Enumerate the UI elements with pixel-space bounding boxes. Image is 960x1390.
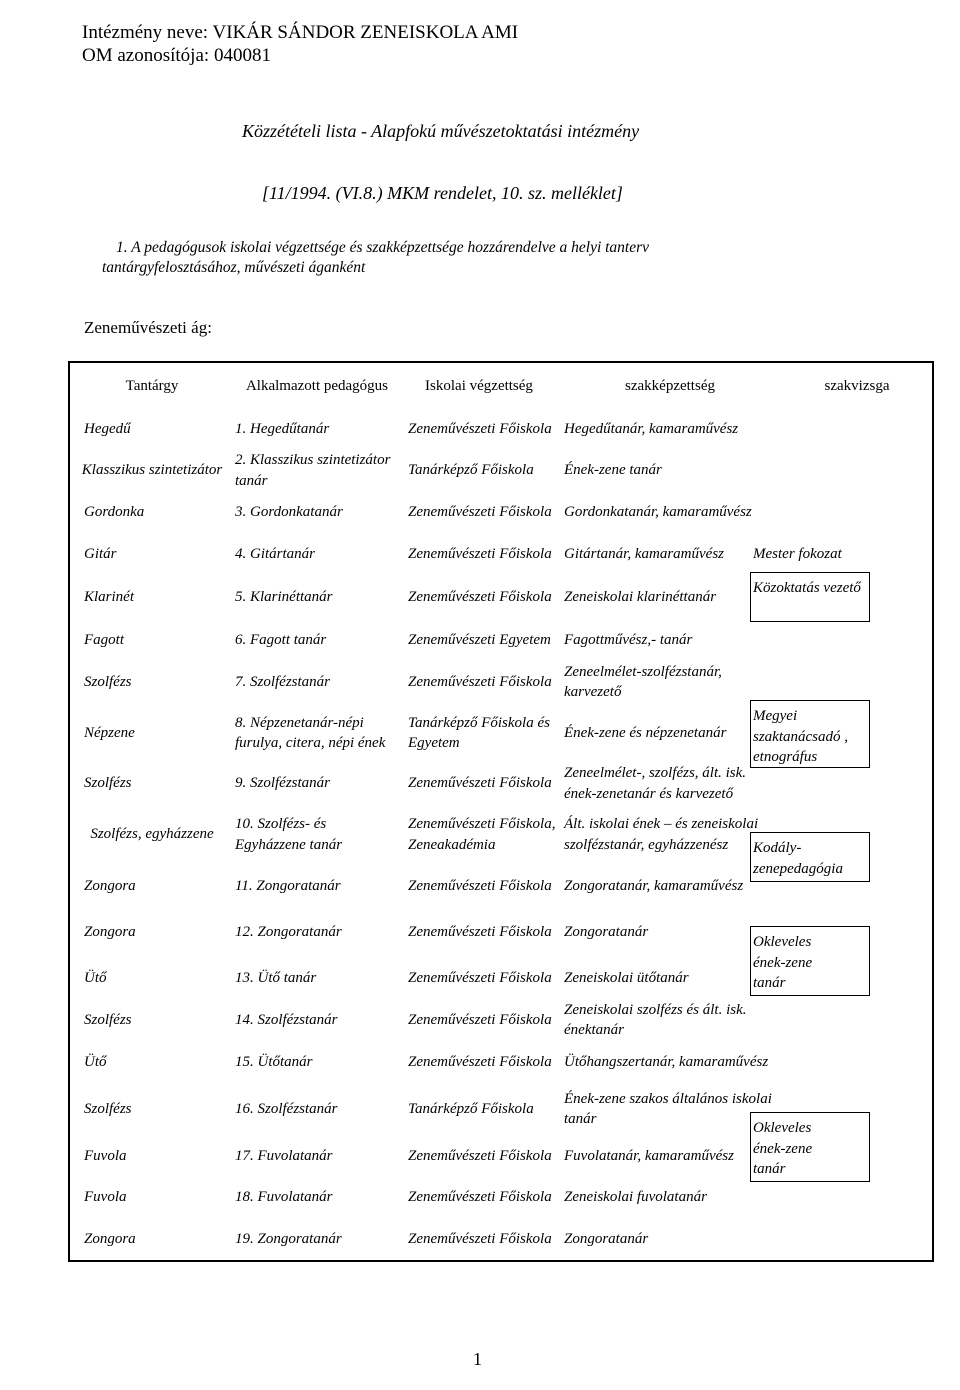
subject-cell: Ütő (84, 1053, 107, 1070)
qualification-cell: Zongoratanár, kamaraművész (564, 877, 744, 894)
subject-cell: Szolfézs (84, 1100, 132, 1117)
subject-cell: Szolfézs, egyházzene (90, 826, 214, 843)
school-cell: Zeneművészeti Főiskola (408, 1053, 552, 1070)
teacher-cell: 3. Gordonkatanár (235, 503, 343, 520)
subject-cell: Fuvola (84, 1189, 127, 1206)
document-subtitle: [11/1994. (VI.8.) MKM rendelet, 10. sz. melléklet] (262, 183, 623, 203)
qualification-cell: Zeneiskolai ütőtanár (564, 970, 689, 987)
table-row (70, 450, 932, 491)
teacher-cell: 14. Szolfézstanár (235, 1011, 338, 1028)
exam-cell (782, 1177, 932, 1218)
teacher-cell: 8. Népzenetanár-népi furulya, citera, népi ének (235, 714, 386, 751)
exam-box (750, 926, 870, 996)
school-cell: Tanárképző Főiskola (408, 462, 534, 479)
exam-cell (782, 1041, 932, 1083)
school-cell: Zeneművészeti Egyetem (408, 631, 551, 648)
teacher-cell: 12. Zongoratanár (235, 924, 342, 941)
school-cell: Zeneművészeti Főiskola (408, 924, 552, 941)
table-row (70, 1218, 932, 1260)
table-row (70, 619, 932, 661)
teacher-cell: 6. Fagott tanár (235, 631, 327, 648)
subject-cell: Zongora (84, 1230, 136, 1247)
exam-cell (782, 763, 932, 804)
branch-title: Zeneművészeti ág: (84, 318, 212, 337)
subject-cell: Szolfézs (84, 1011, 132, 1028)
school-cell: Zeneművészeti Főiskola (408, 545, 552, 562)
exam-box (750, 572, 870, 622)
qualification-cell: Gordonkatanár, kamaraművész (564, 503, 752, 520)
qualification-cell: Gitártanár, kamaraművész (564, 545, 724, 562)
subject-cell: Gitár (84, 545, 117, 562)
qualification-cell: Zongoratanár (564, 1230, 649, 1247)
exam-4: Kodály-zenepedagógia (753, 840, 843, 877)
table-row (70, 763, 932, 804)
teacher-cell: 16. Szolfézstanár (235, 1100, 338, 1117)
teacher-cell: 13. Ütő tanár (235, 970, 317, 987)
intro-line-2: tantárgyfelosztásához, művészeti áganként (102, 259, 366, 276)
table-row (70, 661, 932, 703)
table-row (70, 491, 932, 533)
exam-cell (782, 619, 932, 661)
school-cell: Tanárképző Főiskola (408, 1100, 534, 1117)
qualification-cell: Ének-zene szakos általános iskolai tanár (564, 1090, 772, 1127)
qualification-cell: Zeneiskolai szolfézs és ált. isk. énektanár (564, 1001, 747, 1038)
teacher-cell: 7. Szolfézstanár (235, 673, 331, 690)
exam-cell (782, 491, 932, 533)
school-cell: Tanárképző Főiskola és Egyetem (408, 714, 550, 751)
school-cell: Zeneművészeti Főiskola, Zeneakadémia (408, 816, 556, 853)
qualification-cell: Zeneelmélet-szolfézstanár, karvezető (564, 663, 722, 700)
school-cell: Zeneművészeti Főiskola (408, 1011, 552, 1028)
subject-cell: Gordonka (84, 503, 145, 520)
qualification-cell: Ének-zene és népzenetanár (564, 724, 727, 741)
om-line (82, 45, 271, 67)
school-cell: Zeneművészeti Főiskola (408, 673, 552, 690)
teacher-cell: 9. Szolfézstanár (235, 775, 331, 792)
document-title: Közzétételi lista - Alapfokú művészetoktatási intézmény (242, 121, 640, 141)
school-cell: Zeneművészeti Főiskola (408, 970, 552, 987)
teacher-cell: 19. Zongoratanár (235, 1230, 342, 1247)
exam-3: Megyei szaktanácsadó , etnográfus (753, 708, 848, 765)
subject-cell: Fagott (84, 631, 124, 648)
header-exam: szakvizsga (824, 377, 890, 394)
exam-box (750, 700, 870, 768)
subject-cell: Zongora (84, 924, 136, 941)
school-cell: Zeneművészeti Főiskola (408, 775, 552, 792)
qualification-cell: Ált. iskolai ének – és zeneiskolai szolfézstanár, egyházzenész (564, 816, 759, 853)
teacher-cell: 1. Hegedűtanár (235, 421, 330, 438)
qualification-cell: Ének-zene tanár (564, 462, 662, 479)
school-cell: Zeneművészeti Főiskola (408, 1189, 552, 1206)
exam-1: Mester fokozat (753, 546, 842, 562)
table-row (70, 1177, 932, 1218)
teacher-cell: 4. Gitártanár (235, 545, 316, 562)
header-school: Iskolai végzettség (425, 377, 533, 394)
subject-cell: Népzene (84, 724, 135, 741)
school-cell: Zeneművészeti Főiskola (408, 1230, 552, 1247)
intro-line-1: 1. A pedagógusok iskolai végzettsége és szakképzettsége hozzárendelve a helyi tanterv (116, 239, 650, 256)
school-cell: Zeneművészeti Főiskola (408, 421, 552, 438)
header-qualification: szakképzettség (625, 377, 715, 394)
table-header-row (70, 363, 932, 409)
exam-cell (782, 1218, 932, 1260)
teacher-cell: 2. Klasszikus szintetizátor tanár (235, 452, 391, 489)
section-intro (102, 238, 902, 278)
qualification-cell: Fuvolatanár, kamaraművész (564, 1147, 734, 1164)
institution-name-line (82, 22, 518, 44)
teacher-cell: 5. Klarinéttanár (235, 588, 333, 605)
qualification-cell: Zeneiskolai klarinéttanár (564, 588, 717, 605)
exam-box (750, 832, 870, 882)
teacher-cell: 11. Zongoratanár (235, 877, 341, 894)
header-subject: Tantárgy (125, 377, 179, 394)
table-row (70, 999, 932, 1041)
qualification-cell: Zeneelmélet-, szolfézs, ált. isk. ének-zenetanár és karvezető (564, 765, 747, 802)
teacher-cell: 18. Fuvolatanár (235, 1189, 333, 1206)
header-teacher: Alkalmazott pedagógus (245, 377, 389, 394)
qualification-cell: Zeneiskolai fuvolatanár (564, 1189, 707, 1206)
subject-cell: Klarinét (84, 588, 135, 605)
qualification-cell: Zongoratanár (564, 924, 649, 941)
institution-label: Intézmény neve: (82, 22, 209, 43)
om-label: OM azonosítója: (82, 45, 210, 66)
teacher-cell: 10. Szolfézs- és Egyházzene tanár (235, 816, 343, 853)
school-cell: Zeneművészeti Főiskola (408, 588, 552, 605)
subject-cell: Hegedű (84, 421, 131, 438)
institution-name: VIKÁR SÁNDOR ZENEISKOLA AMI (212, 22, 519, 43)
qualification-cell: Hegedűtanár, kamaraművész (564, 421, 739, 438)
teacher-cell: 15. Ütőtanár (235, 1053, 313, 1070)
qualification-cell: Fagottművész,- tanár (564, 631, 693, 648)
subject-cell: Zongora (84, 877, 136, 894)
table-row (70, 409, 932, 450)
qualification-cell: Ütőhangszertanár, kamaraművész (564, 1053, 769, 1070)
subject-cell: Szolfézs (84, 775, 132, 792)
exam-2: Közoktatás vezető (753, 580, 861, 596)
school-cell: Zeneművészeti Főiskola (408, 503, 552, 520)
exam-cell (782, 661, 932, 703)
page-number: 1 (473, 1349, 482, 1369)
exam-box (750, 1112, 870, 1182)
exam-6: Okleveles ének-zene tanár (753, 1120, 813, 1177)
om-number: 040081 (213, 45, 271, 66)
exam-cell (782, 999, 932, 1041)
exam-cell (782, 450, 932, 491)
subject-cell: Fuvola (84, 1147, 127, 1164)
subject-cell: Szolfézs (84, 673, 132, 690)
table-row (70, 1041, 932, 1083)
subject-cell: Ütő (84, 970, 107, 987)
school-cell: Zeneművészeti Főiskola (408, 877, 552, 894)
teacher-cell: 17. Fuvolatanár (235, 1147, 333, 1164)
exam-cell (782, 409, 932, 450)
school-cell: Zeneművészeti Főiskola (408, 1147, 552, 1164)
subject-cell: Klasszikus szintetizátor (81, 462, 223, 479)
exam-5: Okleveles ének-zene tanár (753, 934, 813, 991)
